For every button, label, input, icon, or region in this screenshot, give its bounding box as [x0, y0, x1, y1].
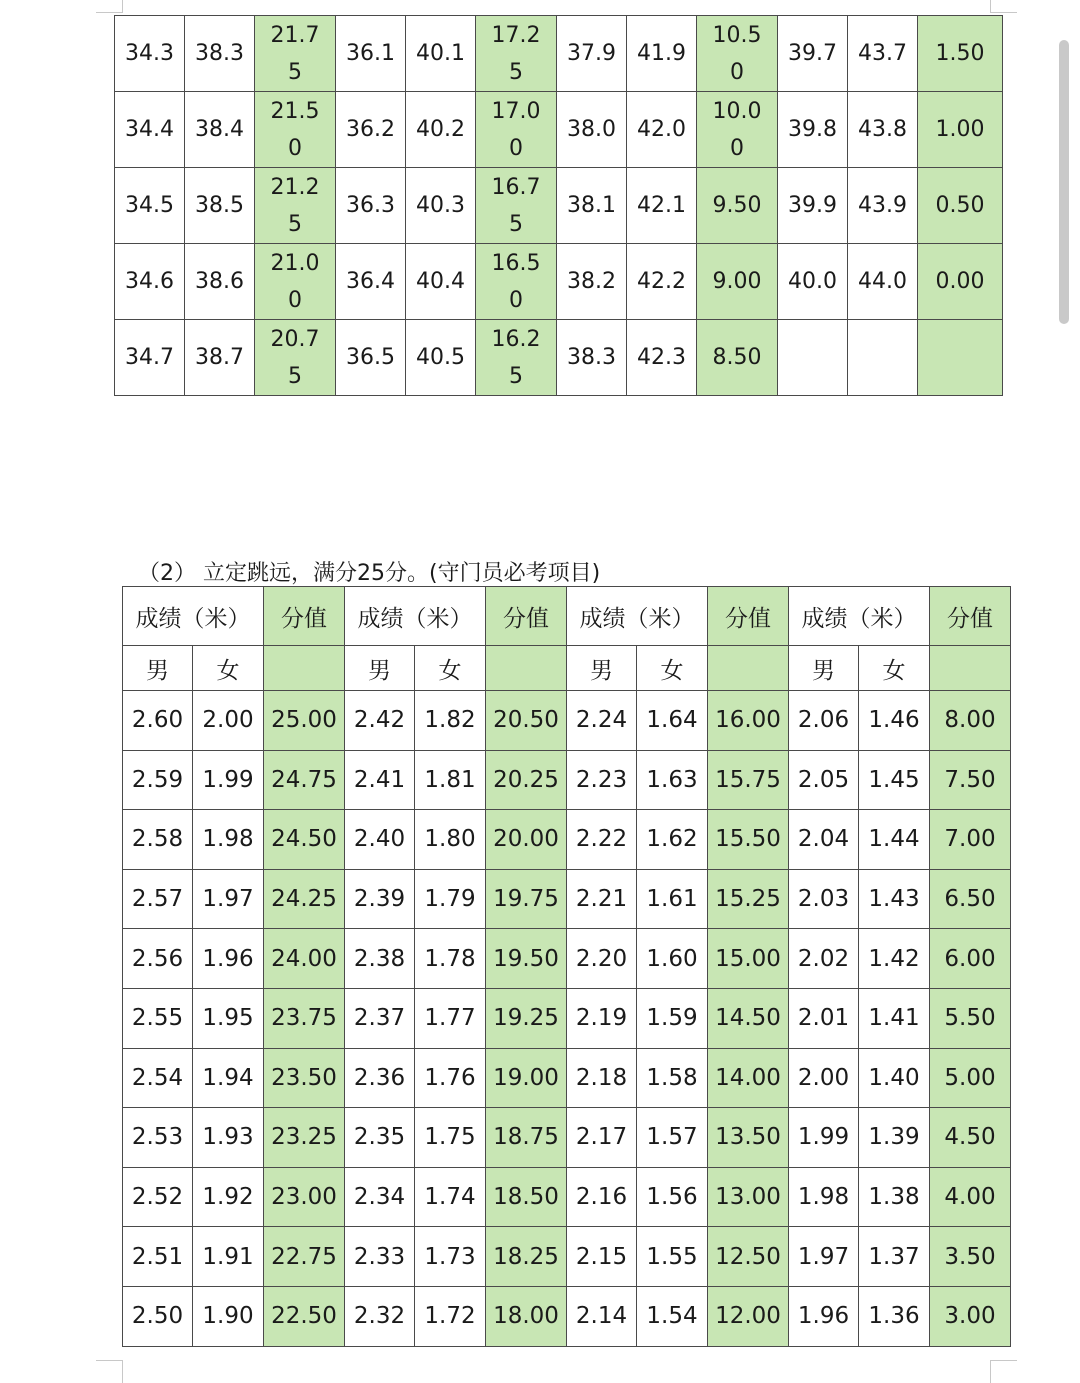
female-result-cell: 1.55 — [637, 1227, 708, 1287]
section-caption: （2） 立定跳远，满分25分。(守门员必考项目) — [138, 561, 601, 586]
male-header: 男 — [567, 646, 637, 691]
table-row — [115, 320, 1003, 396]
male-result-cell: 37.9 — [557, 16, 627, 92]
score-cell: 15.75 — [708, 750, 789, 810]
female-result-cell: 42.0 — [627, 92, 697, 168]
female-result-cell: 38.6 — [185, 244, 255, 320]
male-result-cell: 2.55 — [123, 988, 193, 1048]
female-result-cell: 1.64 — [637, 691, 708, 751]
score-header: 分值 — [486, 587, 567, 646]
male-result-cell: 2.19 — [567, 988, 637, 1048]
table-row — [123, 869, 1011, 929]
male-result-cell: 1.98 — [789, 1167, 859, 1227]
table-row — [115, 244, 1003, 320]
female-result-cell: 1.97 — [193, 869, 264, 929]
score-cell: 20.25 — [486, 750, 567, 810]
female-result-cell: 41.9 — [627, 16, 697, 92]
male-result-cell: 2.06 — [789, 691, 859, 751]
male-result-cell: 34.6 — [115, 244, 185, 320]
result-header: 成绩（米） — [567, 587, 708, 646]
female-result-cell: 1.90 — [193, 1286, 264, 1346]
score-cell: 22.75 — [264, 1227, 345, 1287]
table-row — [123, 929, 1011, 989]
score-value: 21.25 — [270, 174, 320, 237]
male-result-cell: 2.51 — [123, 1227, 193, 1287]
score-cell: 12.50 — [708, 1227, 789, 1287]
female-result-cell: 1.98 — [193, 810, 264, 870]
score-value: 1.50 — [935, 41, 985, 66]
score-header: 分值 — [708, 587, 789, 646]
female-result-cell: 1.46 — [859, 691, 930, 751]
male-result-cell: 2.52 — [123, 1167, 193, 1227]
female-result-cell: 2.00 — [193, 691, 264, 751]
table-row — [123, 810, 1011, 870]
male-result-cell: 2.04 — [789, 810, 859, 870]
score-cell: 3.00 — [930, 1286, 1011, 1346]
score-cell — [697, 244, 778, 320]
score-cell: 24.25 — [264, 869, 345, 929]
female-result-cell: 43.9 — [848, 168, 918, 244]
male-result-cell: 2.42 — [345, 691, 415, 751]
score-value: 21.75 — [270, 22, 320, 85]
male-result-cell: 1.97 — [789, 1227, 859, 1287]
male-result-cell: 2.22 — [567, 810, 637, 870]
female-result-cell: 1.54 — [637, 1286, 708, 1346]
table-row — [115, 168, 1003, 244]
page-corner-mark — [990, 1360, 1017, 1383]
score-cell: 23.00 — [264, 1167, 345, 1227]
score-cell: 12.00 — [708, 1286, 789, 1346]
score-cell: 7.50 — [930, 750, 1011, 810]
male-result-cell: 2.59 — [123, 750, 193, 810]
male-result-cell: 38.0 — [557, 92, 627, 168]
male-result-cell: 2.02 — [789, 929, 859, 989]
female-result-cell: 1.41 — [859, 988, 930, 1048]
score-cell — [918, 320, 1003, 396]
score-value: 0.50 — [935, 193, 985, 218]
male-result-cell: 2.03 — [789, 869, 859, 929]
standing-long-jump-table — [122, 586, 1011, 1347]
female-result-cell: 38.3 — [185, 16, 255, 92]
score-cell — [918, 244, 1003, 320]
male-result-cell: 2.37 — [345, 988, 415, 1048]
score-cell: 14.00 — [708, 1048, 789, 1108]
score-value: 9.00 — [712, 269, 762, 294]
score-value: 17.00 — [491, 98, 541, 161]
female-result-cell: 1.81 — [415, 750, 486, 810]
female-result-cell: 1.42 — [859, 929, 930, 989]
score-cell — [255, 168, 336, 244]
female-result-cell: 1.36 — [859, 1286, 930, 1346]
female-result-cell: 1.77 — [415, 988, 486, 1048]
male-result-cell: 2.60 — [123, 691, 193, 751]
female-result-cell: 1.72 — [415, 1286, 486, 1346]
male-result-cell: 38.2 — [557, 244, 627, 320]
female-result-cell: 1.45 — [859, 750, 930, 810]
score-cell: 22.50 — [264, 1286, 345, 1346]
page-corner-mark — [96, 1360, 123, 1383]
score-cell: 8.00 — [930, 691, 1011, 751]
table-row — [115, 16, 1003, 92]
score-cell: 3.50 — [930, 1227, 1011, 1287]
male-header: 男 — [345, 646, 415, 691]
score-cell: 24.50 — [264, 810, 345, 870]
score-cell: 18.75 — [486, 1108, 567, 1168]
table-row — [123, 1167, 1011, 1227]
male-result-cell: 2.20 — [567, 929, 637, 989]
male-result-cell: 2.17 — [567, 1108, 637, 1168]
male-result-cell: 2.24 — [567, 691, 637, 751]
female-result-cell: 1.43 — [859, 869, 930, 929]
score-cell — [697, 92, 778, 168]
male-result-cell: 39.7 — [778, 16, 848, 92]
score-cell: 23.50 — [264, 1048, 345, 1108]
score-cell — [918, 168, 1003, 244]
female-result-cell: 1.95 — [193, 988, 264, 1048]
score-value: 20.75 — [270, 326, 320, 389]
male-result-cell: 2.21 — [567, 869, 637, 929]
female-result-cell: 1.59 — [637, 988, 708, 1048]
score-cell: 13.50 — [708, 1108, 789, 1168]
male-result-cell: 2.18 — [567, 1048, 637, 1108]
female-result-cell: 1.93 — [193, 1108, 264, 1168]
male-result-cell: 1.96 — [789, 1286, 859, 1346]
score-cell: 23.25 — [264, 1108, 345, 1168]
male-result-cell: 2.57 — [123, 869, 193, 929]
score-cell: 25.00 — [264, 691, 345, 751]
female-result-cell: 1.73 — [415, 1227, 486, 1287]
score-cell: 24.00 — [264, 929, 345, 989]
score-cell — [918, 92, 1003, 168]
male-result-cell: 2.05 — [789, 750, 859, 810]
score-cell — [476, 92, 557, 168]
table-row — [123, 988, 1011, 1048]
female-result-cell: 1.61 — [637, 869, 708, 929]
score-cell: 6.50 — [930, 869, 1011, 929]
male-result-cell: 34.7 — [115, 320, 185, 396]
male-result-cell: 36.4 — [336, 244, 406, 320]
score-header-blank — [264, 646, 345, 691]
score-cell — [697, 320, 778, 396]
male-result-cell: 2.33 — [345, 1227, 415, 1287]
male-header: 男 — [123, 646, 193, 691]
score-cell — [255, 244, 336, 320]
female-result-cell: 1.37 — [859, 1227, 930, 1287]
female-result-cell: 42.1 — [627, 168, 697, 244]
female-result-cell: 1.44 — [859, 810, 930, 870]
male-result-cell: 36.3 — [336, 168, 406, 244]
score-header-blank — [930, 646, 1011, 691]
female-result-cell: 40.3 — [406, 168, 476, 244]
result-header: 成绩（米） — [789, 587, 930, 646]
male-result-cell: 2.34 — [345, 1167, 415, 1227]
score-value: 0.00 — [935, 269, 985, 294]
score-cell: 16.00 — [708, 691, 789, 751]
score-value: 21.00 — [270, 250, 320, 313]
female-result-cell: 1.96 — [193, 929, 264, 989]
score-cell: 23.75 — [264, 988, 345, 1048]
female-result-cell: 1.82 — [415, 691, 486, 751]
female-result-cell — [848, 320, 918, 396]
score-cell — [255, 320, 336, 396]
female-result-cell: 1.56 — [637, 1167, 708, 1227]
male-result-cell: 36.1 — [336, 16, 406, 92]
score-cell: 5.50 — [930, 988, 1011, 1048]
gender-row — [123, 646, 1011, 691]
score-cell — [476, 320, 557, 396]
male-result-cell: 36.2 — [336, 92, 406, 168]
page-corner-mark — [990, 0, 1017, 13]
male-result-cell: 34.4 — [115, 92, 185, 168]
female-result-cell: 1.91 — [193, 1227, 264, 1287]
table-row — [123, 1286, 1011, 1346]
score-cell: 24.75 — [264, 750, 345, 810]
score-cell — [255, 92, 336, 168]
male-result-cell: 2.38 — [345, 929, 415, 989]
score-value: 8.50 — [712, 345, 762, 370]
female-header: 女 — [415, 646, 486, 691]
female-result-cell: 1.39 — [859, 1108, 930, 1168]
score-cell — [476, 244, 557, 320]
female-result-cell: 1.76 — [415, 1048, 486, 1108]
male-result-cell: 36.5 — [336, 320, 406, 396]
female-result-cell: 1.74 — [415, 1167, 486, 1227]
score-value: 16.25 — [491, 326, 541, 389]
male-result-cell: 2.01 — [789, 988, 859, 1048]
female-result-cell: 1.79 — [415, 869, 486, 929]
score-header-blank — [708, 646, 789, 691]
score-cell: 14.50 — [708, 988, 789, 1048]
female-result-cell: 43.8 — [848, 92, 918, 168]
page-corner-mark — [96, 0, 123, 13]
table-row — [123, 1227, 1011, 1287]
score-cell: 18.25 — [486, 1227, 567, 1287]
male-result-cell: 2.23 — [567, 750, 637, 810]
score-header-blank — [486, 646, 567, 691]
score-header: 分值 — [930, 587, 1011, 646]
male-result-cell: 38.1 — [557, 168, 627, 244]
female-result-cell: 43.7 — [848, 16, 918, 92]
male-result-cell: 2.56 — [123, 929, 193, 989]
score-value: 16.75 — [491, 174, 541, 237]
female-header: 女 — [193, 646, 264, 691]
score-cell: 18.50 — [486, 1167, 567, 1227]
male-result-cell: 2.54 — [123, 1048, 193, 1108]
male-result-cell: 2.41 — [345, 750, 415, 810]
score-value: 17.25 — [491, 22, 541, 85]
female-result-cell: 1.38 — [859, 1167, 930, 1227]
score-cell: 15.25 — [708, 869, 789, 929]
score-cell: 15.50 — [708, 810, 789, 870]
score-cell: 6.00 — [930, 929, 1011, 989]
female-result-cell: 1.40 — [859, 1048, 930, 1108]
male-result-cell: 1.99 — [789, 1108, 859, 1168]
score-value: 9.50 — [712, 193, 762, 218]
male-header: 男 — [789, 646, 859, 691]
score-cell: 19.50 — [486, 929, 567, 989]
header-row — [123, 587, 1011, 646]
female-result-cell: 1.57 — [637, 1108, 708, 1168]
score-cell — [255, 16, 336, 92]
score-header: 分值 — [264, 587, 345, 646]
male-result-cell: 2.32 — [345, 1286, 415, 1346]
female-header: 女 — [637, 646, 708, 691]
male-result-cell: 2.14 — [567, 1286, 637, 1346]
table-row — [123, 1048, 1011, 1108]
female-result-cell: 1.62 — [637, 810, 708, 870]
female-result-cell: 40.2 — [406, 92, 476, 168]
score-cell: 20.50 — [486, 691, 567, 751]
male-result-cell: 2.39 — [345, 869, 415, 929]
score-cell: 5.00 — [930, 1048, 1011, 1108]
male-result-cell: 2.36 — [345, 1048, 415, 1108]
score-value: 1.00 — [935, 117, 985, 142]
male-result-cell: 38.3 — [557, 320, 627, 396]
female-result-cell: 1.94 — [193, 1048, 264, 1108]
male-result-cell: 2.16 — [567, 1167, 637, 1227]
male-result-cell: 2.53 — [123, 1108, 193, 1168]
score-value: 21.50 — [270, 98, 320, 161]
score-table-previous — [114, 15, 1003, 396]
female-result-cell: 1.78 — [415, 929, 486, 989]
table-row — [123, 1108, 1011, 1168]
score-cell: 20.00 — [486, 810, 567, 870]
table-row — [115, 92, 1003, 168]
male-result-cell: 39.9 — [778, 168, 848, 244]
female-result-cell: 1.60 — [637, 929, 708, 989]
female-result-cell: 38.4 — [185, 92, 255, 168]
male-result-cell: 2.58 — [123, 810, 193, 870]
result-header: 成绩（米） — [345, 587, 486, 646]
male-result-cell: 2.50 — [123, 1286, 193, 1346]
score-value: 16.50 — [491, 250, 541, 313]
score-cell — [476, 16, 557, 92]
male-result-cell: 39.8 — [778, 92, 848, 168]
male-result-cell — [778, 320, 848, 396]
result-header: 成绩（米） — [123, 587, 264, 646]
female-result-cell: 42.3 — [627, 320, 697, 396]
female-result-cell: 42.2 — [627, 244, 697, 320]
female-result-cell: 1.58 — [637, 1048, 708, 1108]
score-cell: 15.00 — [708, 929, 789, 989]
score-cell: 19.25 — [486, 988, 567, 1048]
female-result-cell: 38.5 — [185, 168, 255, 244]
vertical-scrollbar[interactable] — [1059, 40, 1069, 324]
female-result-cell: 40.1 — [406, 16, 476, 92]
male-result-cell: 2.40 — [345, 810, 415, 870]
female-result-cell: 38.7 — [185, 320, 255, 396]
female-result-cell: 40.4 — [406, 244, 476, 320]
score-cell — [697, 168, 778, 244]
female-result-cell: 40.5 — [406, 320, 476, 396]
female-result-cell: 44.0 — [848, 244, 918, 320]
score-cell: 13.00 — [708, 1167, 789, 1227]
female-result-cell: 1.80 — [415, 810, 486, 870]
score-cell: 4.50 — [930, 1108, 1011, 1168]
score-value: 10.00 — [712, 98, 762, 161]
table-row — [123, 691, 1011, 751]
score-cell — [918, 16, 1003, 92]
score-cell — [697, 16, 778, 92]
score-value: 10.50 — [712, 22, 762, 85]
table-row — [123, 750, 1011, 810]
female-result-cell: 1.63 — [637, 750, 708, 810]
male-result-cell: 34.3 — [115, 16, 185, 92]
male-result-cell: 2.35 — [345, 1108, 415, 1168]
score-cell — [476, 168, 557, 244]
score-cell: 18.00 — [486, 1286, 567, 1346]
female-header: 女 — [859, 646, 930, 691]
score-cell: 19.00 — [486, 1048, 567, 1108]
male-result-cell: 2.15 — [567, 1227, 637, 1287]
score-cell: 19.75 — [486, 869, 567, 929]
male-result-cell: 34.5 — [115, 168, 185, 244]
male-result-cell: 2.00 — [789, 1048, 859, 1108]
male-result-cell: 40.0 — [778, 244, 848, 320]
female-result-cell: 1.99 — [193, 750, 264, 810]
score-cell: 4.00 — [930, 1167, 1011, 1227]
female-result-cell: 1.92 — [193, 1167, 264, 1227]
score-cell: 7.00 — [930, 810, 1011, 870]
female-result-cell: 1.75 — [415, 1108, 486, 1168]
